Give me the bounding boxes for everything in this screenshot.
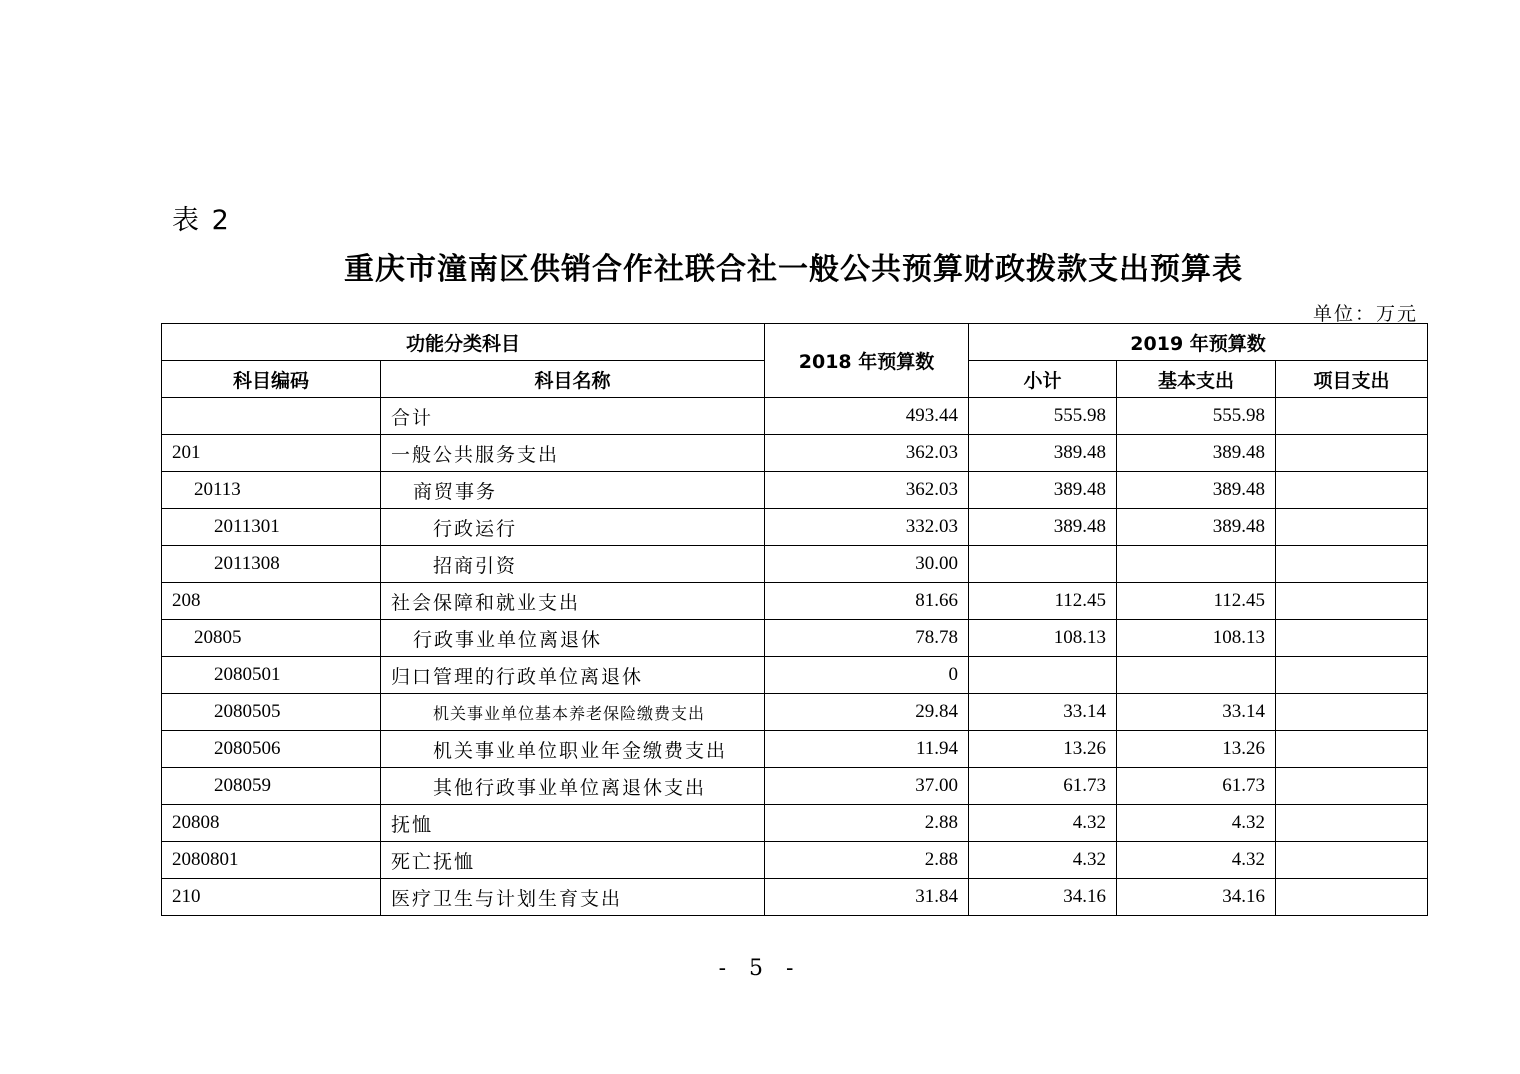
row-subtotal: 34.16: [969, 879, 1117, 916]
row-basic: 108.13: [1117, 620, 1276, 657]
row-subtotal: 13.26: [969, 731, 1117, 768]
page-number: - 5 -: [718, 956, 802, 981]
row-name: 医疗卫生与计划生育支出: [381, 879, 765, 916]
row-project: [1276, 879, 1428, 916]
table-row: [162, 768, 1428, 805]
table-label: 表 2: [172, 205, 231, 236]
row-code: 20805: [162, 620, 381, 657]
row-code: 2080506: [162, 731, 381, 768]
header-budget-2019: 2019 年预算数: [969, 324, 1428, 361]
row-project: [1276, 398, 1428, 435]
row-project: [1276, 842, 1428, 879]
header-functional-category: 功能分类科目: [162, 324, 765, 361]
row-code: 2080801: [162, 842, 381, 879]
row-budget-2018: 37.00: [765, 768, 969, 805]
row-subtotal: 33.14: [969, 694, 1117, 731]
row-name: 商贸事务: [381, 472, 765, 509]
budget-table: [161, 323, 1428, 916]
row-basic: 33.14: [1117, 694, 1276, 731]
row-name: 其他行政事业单位离退休支出: [381, 768, 765, 805]
row-subtotal: 4.32: [969, 842, 1117, 879]
row-code: 2011301: [162, 509, 381, 546]
table-row: [162, 620, 1428, 657]
row-project: [1276, 546, 1428, 583]
row-basic: 34.16: [1117, 879, 1276, 916]
row-budget-2018: 11.94: [765, 731, 969, 768]
table-row: [162, 879, 1428, 916]
table-body: [162, 398, 1428, 916]
row-code: 20113: [162, 472, 381, 509]
header-budget-2018: 2018 年预算数: [765, 324, 969, 398]
row-budget-2018: 81.66: [765, 583, 969, 620]
row-name: 社会保障和就业支出: [381, 583, 765, 620]
row-name: 抚恤: [381, 805, 765, 842]
row-name: 行政事业单位离退休: [381, 620, 765, 657]
row-name: 招商引资: [381, 546, 765, 583]
table-row: [162, 731, 1428, 768]
row-subtotal: 389.48: [969, 435, 1117, 472]
row-subtotal: 112.45: [969, 583, 1117, 620]
row-code: 208059: [162, 768, 381, 805]
page-title: 重庆市潼南区供销合作社联合社一般公共预算财政拨款支出预算表: [344, 252, 1243, 287]
header-subtotal: 小计: [969, 361, 1117, 398]
row-project: [1276, 509, 1428, 546]
row-code: 2080505: [162, 694, 381, 731]
row-budget-2018: 362.03: [765, 435, 969, 472]
row-project: [1276, 657, 1428, 694]
row-project: [1276, 731, 1428, 768]
row-code: [162, 398, 381, 435]
row-basic: [1117, 657, 1276, 694]
header-project: 项目支出: [1276, 361, 1428, 398]
table-row: [162, 472, 1428, 509]
row-subtotal: [969, 546, 1117, 583]
row-subtotal: [969, 657, 1117, 694]
row-code: 20808: [162, 805, 381, 842]
table-row: [162, 583, 1428, 620]
row-code: 208: [162, 583, 381, 620]
row-name: 死亡抚恤: [381, 842, 765, 879]
table-row: [162, 435, 1428, 472]
row-basic: 112.45: [1117, 583, 1276, 620]
row-code: 201: [162, 435, 381, 472]
row-name: 合计: [381, 398, 765, 435]
header-row-top: [162, 324, 1428, 361]
row-basic: 13.26: [1117, 731, 1276, 768]
row-subtotal: 61.73: [969, 768, 1117, 805]
table-row: [162, 694, 1428, 731]
row-code: 2080501: [162, 657, 381, 694]
row-basic: [1117, 546, 1276, 583]
row-budget-2018: 78.78: [765, 620, 969, 657]
table-row: [162, 398, 1428, 435]
row-project: [1276, 435, 1428, 472]
row-budget-2018: 31.84: [765, 879, 969, 916]
row-subtotal: 555.98: [969, 398, 1117, 435]
row-basic: 4.32: [1117, 805, 1276, 842]
unit-label: 单位：万元: [1312, 303, 1418, 325]
row-budget-2018: 29.84: [765, 694, 969, 731]
header-code: 科目编码: [162, 361, 381, 398]
row-basic: 4.32: [1117, 842, 1276, 879]
row-project: [1276, 694, 1428, 731]
row-project: [1276, 583, 1428, 620]
row-name: 归口管理的行政单位离退休: [381, 657, 765, 694]
row-code: 2011308: [162, 546, 381, 583]
row-project: [1276, 805, 1428, 842]
table-row: [162, 509, 1428, 546]
row-subtotal: 389.48: [969, 509, 1117, 546]
table-header: [162, 324, 1428, 398]
row-budget-2018: 332.03: [765, 509, 969, 546]
row-name: 机关事业单位基本养老保险缴费支出: [381, 694, 765, 731]
row-budget-2018: 493.44: [765, 398, 969, 435]
row-code: 210: [162, 879, 381, 916]
row-basic: 389.48: [1117, 472, 1276, 509]
row-subtotal: 4.32: [969, 805, 1117, 842]
table-row: [162, 657, 1428, 694]
table-row: [162, 805, 1428, 842]
row-subtotal: 108.13: [969, 620, 1117, 657]
table-row: [162, 546, 1428, 583]
row-project: [1276, 768, 1428, 805]
row-project: [1276, 620, 1428, 657]
row-budget-2018: 0: [765, 657, 969, 694]
row-basic: 61.73: [1117, 768, 1276, 805]
row-name: 机关事业单位职业年金缴费支出: [381, 731, 765, 768]
row-name: 一般公共服务支出: [381, 435, 765, 472]
row-project: [1276, 472, 1428, 509]
row-basic: 389.48: [1117, 509, 1276, 546]
row-basic: 555.98: [1117, 398, 1276, 435]
row-budget-2018: 2.88: [765, 842, 969, 879]
row-subtotal: 389.48: [969, 472, 1117, 509]
row-name: 行政运行: [381, 509, 765, 546]
table-row: [162, 842, 1428, 879]
header-name: 科目名称: [381, 361, 765, 398]
row-budget-2018: 362.03: [765, 472, 969, 509]
row-budget-2018: 2.88: [765, 805, 969, 842]
row-basic: 389.48: [1117, 435, 1276, 472]
row-budget-2018: 30.00: [765, 546, 969, 583]
header-basic: 基本支出: [1117, 361, 1276, 398]
